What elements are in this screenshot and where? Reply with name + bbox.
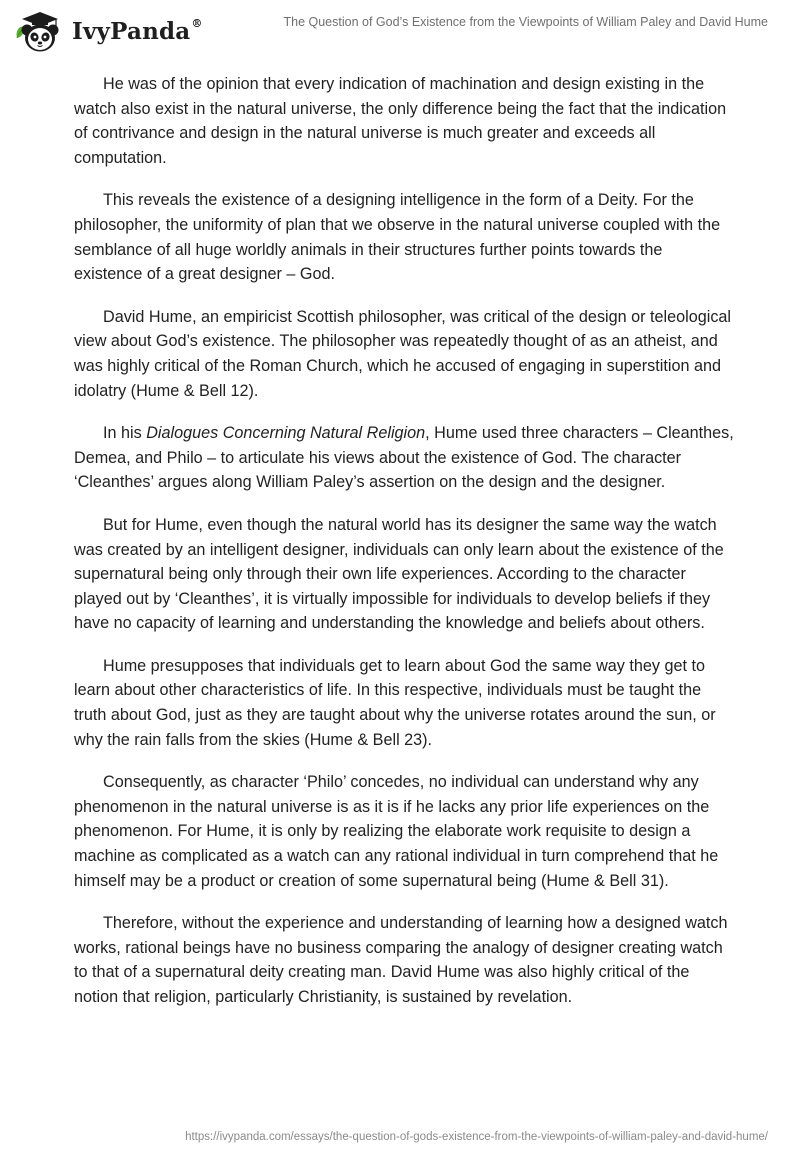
- paragraph: [74, 421, 734, 495]
- registered-mark: ®: [191, 16, 203, 30]
- paragraph: But for Hume, even though the natural world has its designer the same way the watch was created by an intelligent designer, individuals can only learn about the existence of the supernatural being only through their own life experiences. According to the character played out by ‘Cleanthes’, it is virtually impossible for individuals to develop beliefs if they have no capacity of learning and understanding the knowledge and beliefs about others.: [74, 515, 724, 633]
- paragraph: He was of the opinion that every indication of machination and design existing in the watch also exist in the natural universe, the only difference being the fact that the indication of contrivance and design in the natural universe is much greater and exceeds all computation.: [74, 75, 727, 167]
- source-url[interactable]: https://ivypanda.com/essays/the-question-of-gods-existence-from-the-viewpoints-of-william-paley-and-david-hume/: [185, 1131, 768, 1143]
- paragraph-text: In his: [103, 424, 147, 443]
- paragraph: Therefore, without the experience and understanding of learning how a designed watch works, rational beings have no business comparing the analogy of designer creating watch to that of a supernatural deity creating man. David Hume was also highly critical of the notion that religion, particularly Christianity, is sustained by revelation.: [74, 914, 728, 1006]
- panda-graduate-icon: [14, 8, 66, 54]
- paragraph-text: , Hume used three characters – Cleanthes, Demea, and Philo – to articulate his views about the existence of God. The character ‘Cleanthes’ argues along William Paley’s assertion on the design and the designer.: [74, 424, 734, 492]
- essay-body: [74, 72, 734, 1028]
- paragraph: Consequently, as character ‘Philo’ concedes, no individual can understand why any phenomenon in the natural universe is as it is if he lacks any prior life experiences on the phenomenon. For Hume, it is only by realizing the elaborate work requisite to design a machine as complicated as a watch can any rational individual in turn comprehend that he himself may be a product or creation of some supernatural being (Hume & Bell 31).: [74, 773, 719, 890]
- paragraph: Hume presupposes that individuals get to learn about God the same way they get to learn about other characteristics of life. In this respective, individuals must be taught the truth about God, just as they are taught about why the universe rotates around the sun, or why the rain falls from the skies (Hume & Bell 23).: [74, 656, 716, 749]
- book-title: Dialogues Concerning Natural Religion: [146, 424, 426, 443]
- page-header: [0, 0, 800, 60]
- ivypanda-logo[interactable]: [14, 8, 203, 54]
- document-title: The Question of God’s Existence from the Viewpoints of William Paley and David Hume: [283, 15, 768, 29]
- paragraph: David Hume, an empiricist Scottish philosopher, was critical of the design or teleological view about God’s existence. The philosopher was repeatedly thought of as an atheist, and was highly critical of the Roman Church, which he accused of engaging in superstition and idolatry (Hume & Bell 12).: [74, 307, 732, 400]
- brand-name: IvyPanda®: [72, 16, 203, 45]
- paragraph: This reveals the existence of a designing intelligence in the form of a Deity. For the philosopher, the uniformity of plan that we observe in the natural universe coupled with the semblance of all huge worldly animals in their structures further points towards the existence of a great designer – God.: [74, 191, 721, 284]
